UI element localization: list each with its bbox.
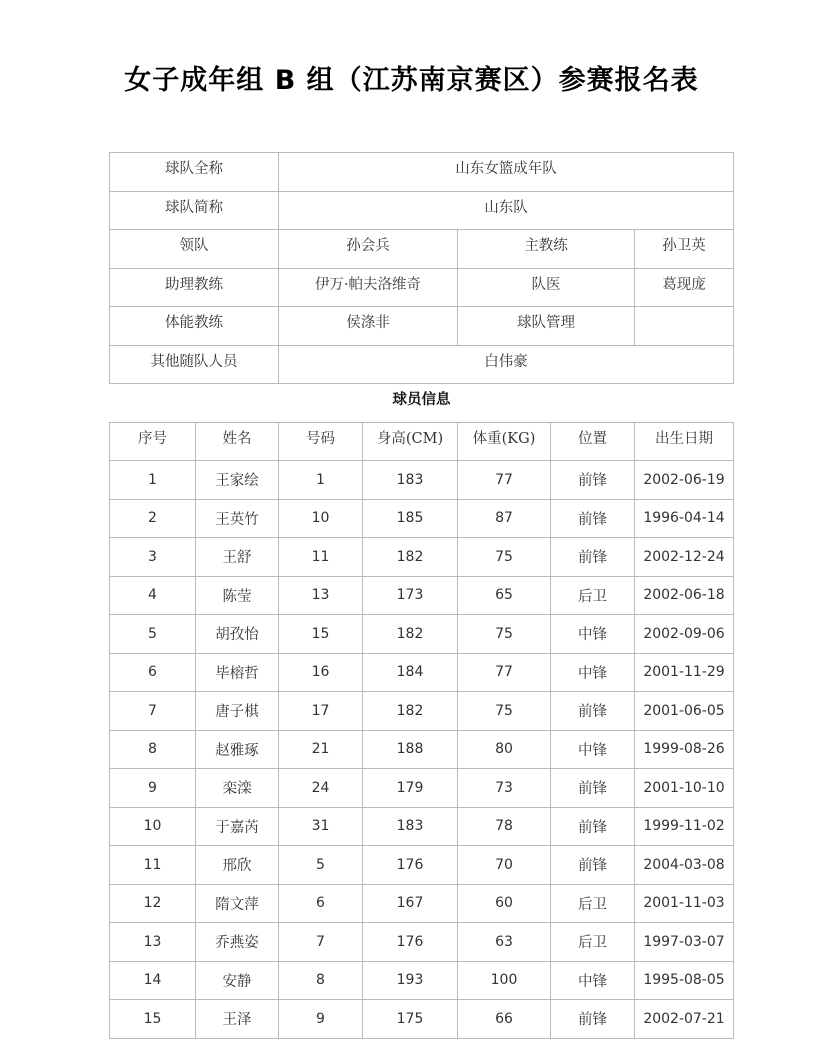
player-position: 中锋 (551, 961, 635, 1000)
table-row (110, 884, 734, 923)
player-index: 15 (110, 1000, 196, 1039)
team-full-name-value: 山东女篮成年队 (279, 153, 734, 192)
fitness-coach-value: 侯涤非 (279, 307, 458, 346)
team-full-name-label: 球队全称 (110, 153, 279, 192)
player-index: 10 (110, 807, 196, 846)
player-number: 24 (279, 769, 363, 808)
player-number: 15 (279, 615, 363, 654)
player-height: 185 (363, 499, 458, 538)
player-name: 毕榕哲 (196, 653, 279, 692)
player-name: 胡孜怡 (196, 615, 279, 654)
player-number: 21 (279, 730, 363, 769)
player-height: 179 (363, 769, 458, 808)
player-index: 11 (110, 846, 196, 885)
player-name: 邢欣 (196, 846, 279, 885)
assistant-coach-value: 伊万·帕夫洛维奇 (279, 268, 458, 307)
player-number: 31 (279, 807, 363, 846)
player-weight: 75 (458, 615, 551, 654)
players-section-row (110, 384, 734, 423)
player-index: 12 (110, 884, 196, 923)
player-position: 后卫 (551, 923, 635, 962)
fitness-coach-label: 体能教练 (110, 307, 279, 346)
players-section (110, 422, 734, 1038)
player-number: 6 (279, 884, 363, 923)
team-full-name-row (110, 153, 734, 192)
player-height: 182 (363, 538, 458, 577)
other-staff-row (110, 345, 734, 384)
player-weight: 77 (458, 653, 551, 692)
player-number: 1 (279, 461, 363, 500)
player-birthdate: 2002-07-21 (635, 1000, 734, 1039)
column-header: 姓名 (196, 422, 279, 461)
player-birthdate: 2001-11-29 (635, 653, 734, 692)
player-index: 8 (110, 730, 196, 769)
player-weight: 70 (458, 846, 551, 885)
player-weight: 63 (458, 923, 551, 962)
table-row (110, 576, 734, 615)
player-name: 王家绘 (196, 461, 279, 500)
player-index: 2 (110, 499, 196, 538)
player-name: 唐子棋 (196, 692, 279, 731)
player-number: 8 (279, 961, 363, 1000)
player-height: 188 (363, 730, 458, 769)
player-position: 前锋 (551, 692, 635, 731)
player-weight: 66 (458, 1000, 551, 1039)
player-name: 栾滦 (196, 769, 279, 808)
player-height: 167 (363, 884, 458, 923)
player-index: 5 (110, 615, 196, 654)
table-row (110, 653, 734, 692)
player-index: 7 (110, 692, 196, 731)
doctor-label: 队医 (458, 268, 635, 307)
player-position: 前锋 (551, 807, 635, 846)
player-number: 13 (279, 576, 363, 615)
player-weight: 73 (458, 769, 551, 808)
column-header: 位置 (551, 422, 635, 461)
player-name: 赵雅琢 (196, 730, 279, 769)
player-position: 前锋 (551, 499, 635, 538)
team-manager-value (635, 307, 734, 346)
player-name: 隋文萍 (196, 884, 279, 923)
column-header: 体重(KG) (458, 422, 551, 461)
column-header: 序号 (110, 422, 196, 461)
player-weight: 80 (458, 730, 551, 769)
player-birthdate: 2001-11-03 (635, 884, 734, 923)
player-height: 176 (363, 846, 458, 885)
player-number: 7 (279, 923, 363, 962)
fitness-coach-row (110, 307, 734, 346)
player-position: 中锋 (551, 730, 635, 769)
player-name: 乔燕姿 (196, 923, 279, 962)
assistant-coach-row (110, 268, 734, 307)
player-birthdate: 1997-03-07 (635, 923, 734, 962)
player-birthdate: 2004-03-08 (635, 846, 734, 885)
player-name: 安静 (196, 961, 279, 1000)
player-height: 175 (363, 1000, 458, 1039)
player-weight: 75 (458, 538, 551, 577)
player-index: 1 (110, 461, 196, 500)
other-staff-value: 白伟豪 (279, 345, 734, 384)
player-number: 17 (279, 692, 363, 731)
player-number: 11 (279, 538, 363, 577)
head-coach-value: 孙卫英 (635, 230, 734, 269)
player-position: 前锋 (551, 769, 635, 808)
table-row (110, 499, 734, 538)
player-birthdate: 2002-12-24 (635, 538, 734, 577)
team-short-name-row (110, 191, 734, 230)
table-row (110, 615, 734, 654)
table-row (110, 769, 734, 808)
player-name: 陈莹 (196, 576, 279, 615)
player-height: 183 (363, 807, 458, 846)
player-height: 173 (363, 576, 458, 615)
table-row (110, 730, 734, 769)
column-header: 身高(CM) (363, 422, 458, 461)
player-index: 9 (110, 769, 196, 808)
player-weight: 60 (458, 884, 551, 923)
player-weight: 100 (458, 961, 551, 1000)
player-position: 后卫 (551, 576, 635, 615)
team-manager-label: 球队管理 (458, 307, 635, 346)
leader-label: 领队 (110, 230, 279, 269)
player-name: 王舒 (196, 538, 279, 577)
table-row (110, 461, 734, 500)
player-weight: 77 (458, 461, 551, 500)
table-row (110, 1000, 734, 1039)
team-short-name-value: 山东队 (279, 191, 734, 230)
player-index: 4 (110, 576, 196, 615)
players-header-row (110, 422, 734, 461)
player-position: 前锋 (551, 846, 635, 885)
table-row (110, 961, 734, 1000)
team-info-section (110, 153, 734, 423)
table-row (110, 538, 734, 577)
other-staff-label: 其他随队人员 (110, 345, 279, 384)
player-index: 3 (110, 538, 196, 577)
player-position: 前锋 (551, 461, 635, 500)
player-birthdate: 1999-08-26 (635, 730, 734, 769)
player-position: 前锋 (551, 1000, 635, 1039)
player-height: 184 (363, 653, 458, 692)
page-title: 女子成年组 B 组（江苏南京赛区）参赛报名表 (124, 65, 699, 96)
head-coach-label: 主教练 (458, 230, 635, 269)
assistant-coach-label: 助理教练 (110, 268, 279, 307)
player-height: 182 (363, 692, 458, 731)
player-index: 13 (110, 923, 196, 962)
leader-value: 孙会兵 (279, 230, 458, 269)
player-number: 10 (279, 499, 363, 538)
player-weight: 75 (458, 692, 551, 731)
table-row (110, 692, 734, 731)
player-position: 中锋 (551, 615, 635, 654)
player-height: 183 (363, 461, 458, 500)
player-birthdate: 2002-06-18 (635, 576, 734, 615)
leader-row (110, 230, 734, 269)
player-height: 193 (363, 961, 458, 1000)
player-birthdate: 2001-06-05 (635, 692, 734, 731)
player-weight: 78 (458, 807, 551, 846)
player-height: 176 (363, 923, 458, 962)
player-weight: 65 (458, 576, 551, 615)
player-number: 5 (279, 846, 363, 885)
player-position: 中锋 (551, 653, 635, 692)
player-height: 182 (363, 615, 458, 654)
table-row (110, 807, 734, 846)
registration-table (109, 152, 734, 1039)
player-name: 于嘉芮 (196, 807, 279, 846)
doctor-value: 葛现庞 (635, 268, 734, 307)
player-weight: 87 (458, 499, 551, 538)
player-name: 王泽 (196, 1000, 279, 1039)
player-position: 前锋 (551, 538, 635, 577)
column-header: 出生日期 (635, 422, 734, 461)
player-position: 后卫 (551, 884, 635, 923)
player-birthdate: 1999-11-02 (635, 807, 734, 846)
player-birthdate: 2002-09-06 (635, 615, 734, 654)
column-header: 号码 (279, 422, 363, 461)
player-birthdate: 2001-10-10 (635, 769, 734, 808)
player-number: 16 (279, 653, 363, 692)
players-section-heading: 球员信息 (110, 384, 734, 423)
player-number: 9 (279, 1000, 363, 1039)
player-birthdate: 1995-08-05 (635, 961, 734, 1000)
player-name: 王英竹 (196, 499, 279, 538)
player-index: 14 (110, 961, 196, 1000)
player-birthdate: 2002-06-19 (635, 461, 734, 500)
table-row (110, 846, 734, 885)
player-birthdate: 1996-04-14 (635, 499, 734, 538)
table-row (110, 923, 734, 962)
team-short-name-label: 球队简称 (110, 191, 279, 230)
player-index: 6 (110, 653, 196, 692)
